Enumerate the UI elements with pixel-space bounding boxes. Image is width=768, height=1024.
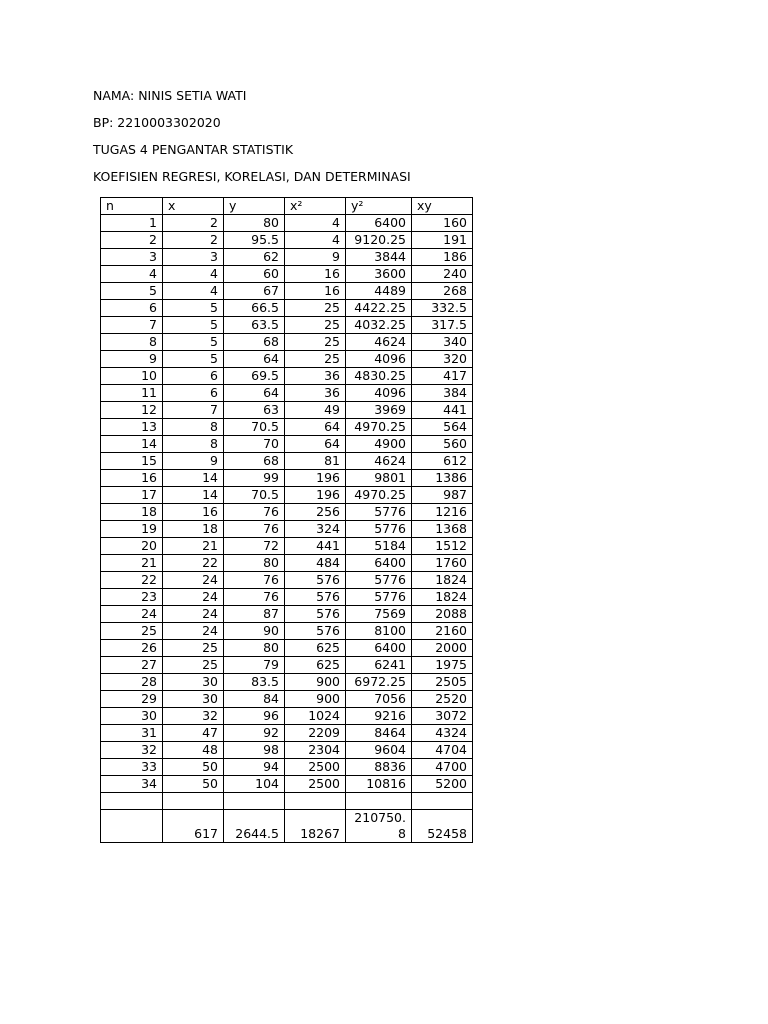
cell-x: 5: [163, 334, 224, 351]
empty-cell: [163, 793, 224, 810]
table-row: [101, 385, 473, 402]
cell-xy: 332.5: [412, 300, 473, 317]
cell-xy: 186: [412, 249, 473, 266]
cell-y-squared: 9801: [346, 470, 412, 487]
cell-n: 1: [101, 215, 163, 232]
cell-y-squared: 5184: [346, 538, 412, 555]
cell-xy: 2520: [412, 691, 473, 708]
table-row: [101, 249, 473, 266]
cell-xy: 5200: [412, 776, 473, 793]
cell-y-squared: 4032.25: [346, 317, 412, 334]
table-row: [101, 674, 473, 691]
table-row: [101, 742, 473, 759]
cell-y: 87: [224, 606, 285, 623]
table-row: [101, 759, 473, 776]
cell-x: 2: [163, 215, 224, 232]
table-row: [101, 215, 473, 232]
cell-y: 72: [224, 538, 285, 555]
cell-x: 4: [163, 266, 224, 283]
empty-cell: [346, 793, 412, 810]
cell-xy: 1386: [412, 470, 473, 487]
cell-x: 4: [163, 283, 224, 300]
table-row: [101, 487, 473, 504]
table-row: [101, 589, 473, 606]
cell-x: 6: [163, 385, 224, 402]
cell-x-squared: 196: [285, 487, 346, 504]
cell-xy: 1760: [412, 555, 473, 572]
cell-xy: 240: [412, 266, 473, 283]
cell-y: 104: [224, 776, 285, 793]
cell-y-squared: 8836: [346, 759, 412, 776]
cell-x-squared: 576: [285, 589, 346, 606]
cell-xy: 191: [412, 232, 473, 249]
cell-x: 30: [163, 674, 224, 691]
table-row: [101, 419, 473, 436]
cell-n: 8: [101, 334, 163, 351]
cell-n: 20: [101, 538, 163, 555]
cell-x-squared: 2500: [285, 759, 346, 776]
cell-y: 63: [224, 402, 285, 419]
cell-xy: 317.5: [412, 317, 473, 334]
cell-x-squared: 256: [285, 504, 346, 521]
cell-x-squared: 2209: [285, 725, 346, 742]
cell-x: 47: [163, 725, 224, 742]
cell-y-squared: 6400: [346, 215, 412, 232]
cell-n: 18: [101, 504, 163, 521]
cell-y-squared: 9120.25: [346, 232, 412, 249]
table-row: [101, 470, 473, 487]
cell-x: 7: [163, 402, 224, 419]
column-header-x-squared: x²: [285, 198, 346, 215]
cell-y-squared: 5776: [346, 572, 412, 589]
cell-xy: 987: [412, 487, 473, 504]
cell-y: 84: [224, 691, 285, 708]
cell-y: 64: [224, 385, 285, 402]
total-y: 2644.5: [224, 810, 285, 843]
cell-x: 21: [163, 538, 224, 555]
cell-x: 22: [163, 555, 224, 572]
table-row: [101, 351, 473, 368]
cell-x: 14: [163, 470, 224, 487]
cell-n: 26: [101, 640, 163, 657]
cell-y: 80: [224, 640, 285, 657]
column-header-n: n: [101, 198, 163, 215]
cell-y: 62: [224, 249, 285, 266]
cell-x: 48: [163, 742, 224, 759]
cell-n: 28: [101, 674, 163, 691]
cell-n: 10: [101, 368, 163, 385]
cell-y-squared: 7569: [346, 606, 412, 623]
cell-y-squared: 5776: [346, 521, 412, 538]
cell-n: 25: [101, 623, 163, 640]
cell-n: 24: [101, 606, 163, 623]
table-row: [101, 266, 473, 283]
cell-x: 24: [163, 623, 224, 640]
cell-x: 2: [163, 232, 224, 249]
cell-xy: 2088: [412, 606, 473, 623]
cell-y: 70.5: [224, 487, 285, 504]
cell-xy: 417: [412, 368, 473, 385]
table-row: [101, 725, 473, 742]
cell-y-squared: 4096: [346, 351, 412, 368]
cell-n: 5: [101, 283, 163, 300]
cell-y: 96: [224, 708, 285, 725]
cell-n: 15: [101, 453, 163, 470]
cell-x-squared: 2500: [285, 776, 346, 793]
cell-y-squared: 5776: [346, 504, 412, 521]
table-row: [101, 504, 473, 521]
cell-n: 9: [101, 351, 163, 368]
cell-y-squared: 4489: [346, 283, 412, 300]
cell-n: 22: [101, 572, 163, 589]
cell-x-squared: 36: [285, 368, 346, 385]
cell-xy: 2160: [412, 623, 473, 640]
empty-cell: [285, 793, 346, 810]
cell-x-squared: 81: [285, 453, 346, 470]
cell-x: 30: [163, 691, 224, 708]
cell-x-squared: 625: [285, 640, 346, 657]
cell-x: 25: [163, 657, 224, 674]
table-row: [101, 691, 473, 708]
cell-x: 18: [163, 521, 224, 538]
cell-n: 4: [101, 266, 163, 283]
cell-xy: 2505: [412, 674, 473, 691]
cell-xy: 3072: [412, 708, 473, 725]
cell-n: 2: [101, 232, 163, 249]
cell-xy: 1824: [412, 589, 473, 606]
table-row: [101, 657, 473, 674]
cell-y-squared: 6400: [346, 640, 412, 657]
cell-x: 8: [163, 419, 224, 436]
cell-n: 31: [101, 725, 163, 742]
cell-y-squared: 4624: [346, 334, 412, 351]
table-row: [101, 776, 473, 793]
cell-n: 21: [101, 555, 163, 572]
cell-x-squared: 36: [285, 385, 346, 402]
cell-x: 9: [163, 453, 224, 470]
cell-x: 6: [163, 368, 224, 385]
empty-cell: [224, 793, 285, 810]
table-row: [101, 623, 473, 640]
cell-y-squared: 8464: [346, 725, 412, 742]
cell-n: 7: [101, 317, 163, 334]
table-header-row: [101, 198, 473, 215]
table-row: [101, 521, 473, 538]
cell-y: 70: [224, 436, 285, 453]
cell-n: 6: [101, 300, 163, 317]
cell-x-squared: 2304: [285, 742, 346, 759]
cell-x-squared: 576: [285, 623, 346, 640]
cell-y-squared: 4422.25: [346, 300, 412, 317]
cell-y: 68: [224, 334, 285, 351]
cell-n: 27: [101, 657, 163, 674]
cell-xy: 1512: [412, 538, 473, 555]
cell-x-squared: 576: [285, 572, 346, 589]
cell-y: 76: [224, 572, 285, 589]
cell-x-squared: 900: [285, 674, 346, 691]
cell-n: 14: [101, 436, 163, 453]
cell-y-squared: 7056: [346, 691, 412, 708]
cell-y: 76: [224, 504, 285, 521]
cell-x-squared: 196: [285, 470, 346, 487]
table-row: [101, 640, 473, 657]
table-row: [101, 606, 473, 623]
cell-xy: 4704: [412, 742, 473, 759]
cell-x-squared: 64: [285, 419, 346, 436]
cell-x: 14: [163, 487, 224, 504]
cell-x-squared: 49: [285, 402, 346, 419]
cell-x-squared: 1024: [285, 708, 346, 725]
cell-x-squared: 576: [285, 606, 346, 623]
table-row: [101, 436, 473, 453]
cell-x-squared: 25: [285, 351, 346, 368]
table-row: [101, 283, 473, 300]
cell-y-squared: 8100: [346, 623, 412, 640]
column-header-y: y: [224, 198, 285, 215]
cell-y-squared: 4900: [346, 436, 412, 453]
column-header-x: x: [163, 198, 224, 215]
assignment-title: TUGAS 4 PENGANTAR STATISTIK: [93, 142, 294, 157]
empty-cell: [101, 793, 163, 810]
cell-n: 33: [101, 759, 163, 776]
cell-n: 29: [101, 691, 163, 708]
cell-n: 30: [101, 708, 163, 725]
cell-y-squared: 4624: [346, 453, 412, 470]
cell-x: 3: [163, 249, 224, 266]
cell-n: 11: [101, 385, 163, 402]
cell-y-squared: 3969: [346, 402, 412, 419]
column-header-xy: xy: [412, 198, 473, 215]
cell-x-squared: 25: [285, 317, 346, 334]
total-y-squared: 210750. 8: [346, 810, 412, 843]
cell-y: 68: [224, 453, 285, 470]
table-row: [101, 708, 473, 725]
total-x: 617: [163, 810, 224, 843]
cell-y: 70.5: [224, 419, 285, 436]
cell-y: 80: [224, 555, 285, 572]
cell-n: 34: [101, 776, 163, 793]
cell-n: 17: [101, 487, 163, 504]
cell-x: 16: [163, 504, 224, 521]
cell-y: 76: [224, 589, 285, 606]
assignment-topic: KOEFISIEN REGRESI, KORELASI, DAN DETERMINASI: [93, 169, 411, 184]
cell-x-squared: 9: [285, 249, 346, 266]
cell-x-squared: 4: [285, 232, 346, 249]
cell-y: 80: [224, 215, 285, 232]
cell-y: 67: [224, 283, 285, 300]
table-row: [101, 300, 473, 317]
cell-x: 24: [163, 606, 224, 623]
empty-cell: [412, 793, 473, 810]
cell-x-squared: 900: [285, 691, 346, 708]
cell-x-squared: 625: [285, 657, 346, 674]
cell-x-squared: 16: [285, 266, 346, 283]
total-x-squared: 18267: [285, 810, 346, 843]
cell-xy: 268: [412, 283, 473, 300]
cell-x: 5: [163, 351, 224, 368]
cell-y-squared: 6400: [346, 555, 412, 572]
blank-row: [101, 793, 473, 810]
cell-xy: 4324: [412, 725, 473, 742]
cell-xy: 612: [412, 453, 473, 470]
cell-xy: 4700: [412, 759, 473, 776]
cell-xy: 560: [412, 436, 473, 453]
cell-x-squared: 484: [285, 555, 346, 572]
cell-y-squared: 5776: [346, 589, 412, 606]
table-row: [101, 317, 473, 334]
cell-x: 24: [163, 572, 224, 589]
cell-y: 64: [224, 351, 285, 368]
cell-x-squared: 324: [285, 521, 346, 538]
total-n: [101, 810, 163, 843]
cell-xy: 1216: [412, 504, 473, 521]
column-header-y-squared: y²: [346, 198, 412, 215]
cell-x: 24: [163, 589, 224, 606]
cell-y-squared: 3844: [346, 249, 412, 266]
cell-n: 12: [101, 402, 163, 419]
table-row: [101, 538, 473, 555]
cell-y: 92: [224, 725, 285, 742]
cell-y-squared: 9216: [346, 708, 412, 725]
cell-y-squared: 10816: [346, 776, 412, 793]
cell-n: 13: [101, 419, 163, 436]
cell-x: 8: [163, 436, 224, 453]
cell-y: 90: [224, 623, 285, 640]
cell-n: 16: [101, 470, 163, 487]
cell-x: 50: [163, 759, 224, 776]
cell-xy: 340: [412, 334, 473, 351]
cell-y: 79: [224, 657, 285, 674]
cell-xy: 1975: [412, 657, 473, 674]
cell-xy: 160: [412, 215, 473, 232]
cell-y-squared: 4970.25: [346, 419, 412, 436]
cell-y: 98: [224, 742, 285, 759]
cell-n: 32: [101, 742, 163, 759]
cell-y: 99: [224, 470, 285, 487]
cell-y-squared: 4970.25: [346, 487, 412, 504]
cell-xy: 564: [412, 419, 473, 436]
cell-x-squared: 4: [285, 215, 346, 232]
cell-xy: 441: [412, 402, 473, 419]
cell-y-squared: 3600: [346, 266, 412, 283]
cell-xy: 1368: [412, 521, 473, 538]
cell-y: 94: [224, 759, 285, 776]
cell-y: 95.5: [224, 232, 285, 249]
table-row: [101, 555, 473, 572]
cell-x: 25: [163, 640, 224, 657]
cell-y: 66.5: [224, 300, 285, 317]
totals-row: [101, 810, 473, 843]
table-row: [101, 453, 473, 470]
cell-y-squared: 9604: [346, 742, 412, 759]
table-row: [101, 232, 473, 249]
cell-y-squared: 6972.25: [346, 674, 412, 691]
table-row: [101, 402, 473, 419]
cell-n: 3: [101, 249, 163, 266]
cell-x: 32: [163, 708, 224, 725]
cell-y: 83.5: [224, 674, 285, 691]
cell-y-squared: 4096: [346, 385, 412, 402]
cell-xy: 1824: [412, 572, 473, 589]
table-row: [101, 334, 473, 351]
table-row: [101, 572, 473, 589]
cell-y: 69.5: [224, 368, 285, 385]
cell-x-squared: 441: [285, 538, 346, 555]
cell-xy: 384: [412, 385, 473, 402]
cell-xy: 320: [412, 351, 473, 368]
cell-y-squared: 6241: [346, 657, 412, 674]
cell-x: 50: [163, 776, 224, 793]
data-table: [100, 197, 473, 843]
cell-n: 19: [101, 521, 163, 538]
student-name: NAMA: NINIS SETIA WATI: [93, 88, 247, 103]
cell-x: 5: [163, 317, 224, 334]
student-id: BP: 2210003302020: [93, 115, 221, 130]
table-row: [101, 368, 473, 385]
cell-y-squared: 4830.25: [346, 368, 412, 385]
cell-y: 60: [224, 266, 285, 283]
total-xy: 52458: [412, 810, 473, 843]
cell-xy: 2000: [412, 640, 473, 657]
cell-y: 63.5: [224, 317, 285, 334]
cell-x-squared: 64: [285, 436, 346, 453]
cell-x-squared: 16: [285, 283, 346, 300]
cell-y: 76: [224, 521, 285, 538]
cell-x: 5: [163, 300, 224, 317]
cell-x-squared: 25: [285, 334, 346, 351]
cell-x-squared: 25: [285, 300, 346, 317]
cell-n: 23: [101, 589, 163, 606]
